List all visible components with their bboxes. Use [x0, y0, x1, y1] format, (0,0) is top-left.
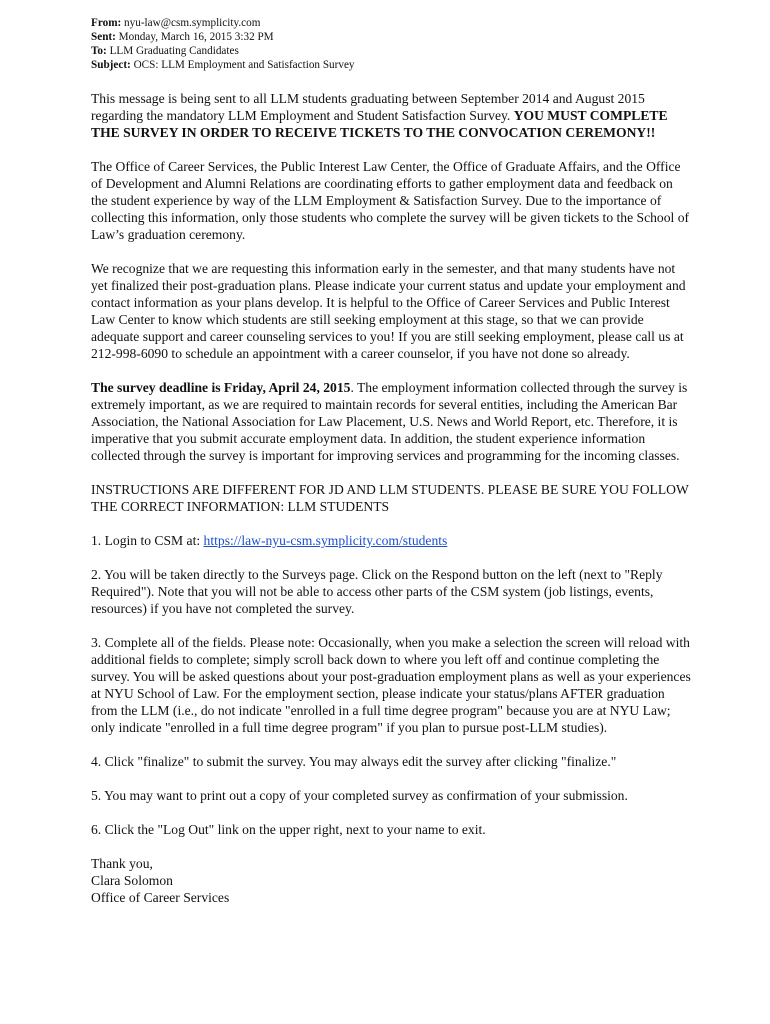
step-2: 2. You will be taken directly to the Surveys page. Click on the Respond button on the left (next to "Reply Required"). Note that you will not be able to access other parts of the CSM system (job listings, events, resources) if you have not completed the survey.: [91, 567, 663, 616]
deadline-paragraph: [91, 379, 691, 464]
csm-login-link[interactable]: https://law-nyu-csm.symplicity.com/students: [203, 533, 448, 548]
intro-paragraph: [91, 90, 691, 141]
subject-value: OCS: LLM Employment and Satisfaction Survey: [133, 59, 355, 71]
step-1-text: 1. Login to CSM at:: [91, 533, 204, 548]
step-6: 6. Click the "Log Out" link on the upper right, next to your name to exit.: [91, 822, 486, 837]
step-1: [91, 532, 691, 549]
sent-label: Sent:: [91, 31, 116, 43]
intro-emphasis: YOU MUST COMPLETE THE SURVEY IN ORDER TO RECEIVE TICKETS TO THE CONVOCATION CEREMONY!!: [91, 108, 668, 140]
deadline-rest: . The employment information collected through the survey is extremely important, as we are required to maintain records for several entities, including the American Bar Association, the National Association for Law Placement, U.S. News and World Report, etc. Therefore, it is imperative that you submit accurate employment data. In addition, the student experience information collected through the survey is important for improving services and programming for the incoming classes.: [91, 380, 688, 463]
from-label: From:: [91, 17, 122, 29]
from-line: [91, 16, 731, 30]
signoff: Thank you,: [91, 856, 153, 871]
status-paragraph: We recognize that we are requesting this information early in the semester, and that many students have not yet finalized their post-graduation plans. Please indicate your current status and update your employment and contact information as your plans develop. It is helpful to the Office of Career Services and Public Interest Law Center to know which students are still seeking employment at this stage, so that we can provide adequate support and career counseling services to you! If you are still seeking employment, please call us at 212-998-6090 to schedule an appointment with a career counselor, if you have not done so already.: [91, 261, 686, 361]
sent-value: Monday, March 16, 2015 3:32 PM: [118, 31, 274, 43]
subject-label: Subject:: [91, 59, 131, 71]
signer-name: Clara Solomon: [91, 873, 173, 888]
to-label: To:: [91, 45, 107, 57]
instructions-paragraph: INSTRUCTIONS ARE DIFFERENT FOR JD AND LLM STUDENTS. PLEASE BE SURE YOU FOLLOW THE CORRECT INFORMATION: LLM STUDENTS: [91, 482, 689, 514]
to-line: [91, 44, 731, 58]
coordination-paragraph: The Office of Career Services, the Public Interest Law Center, the Office of Graduate Affairs, and the Office of Development and Alumni Relations are coordinating efforts to gather employment data and feedback on the student experience by way of the LLM Employment & Satisfaction Survey. Due to the importance of collecting this information, only those students who complete the survey will be given tickets to the School of Law’s graduation ceremony.: [91, 159, 690, 242]
email-header: [91, 16, 731, 72]
to-value: LLM Graduating Candidates: [109, 45, 239, 57]
email-body: [91, 90, 691, 906]
step-3: 3. Complete all of the fields. Please note: Occasionally, when you make a selection the screen will reload with additional fields to complete; simply scroll back down to where you left off and continue completing the survey. You will be asked questions about your post-graduation employment plans as well as your experiences at NYU School of Law. For the employment section, please indicate your status/plans AFTER graduation from the LLM (i.e., do not indicate "enrolled in a full time degree program" because you are at NYU Law; only indicate "enrolled in a full time degree program" if you plan to pursue post-LLM studies).: [91, 635, 691, 735]
step-5: 5. You may want to print out a copy of your completed survey as confirmation of your submission.: [91, 788, 628, 803]
subject-line: [91, 58, 731, 72]
step-4: 4. Click "finalize" to submit the survey. You may always edit the survey after clicking "finalize.": [91, 754, 617, 769]
sent-line: [91, 30, 731, 44]
deadline-emphasis: The survey deadline is Friday, April 24, 2015: [91, 380, 351, 395]
signer-office: Office of Career Services: [91, 890, 230, 905]
from-value: nyu-law@csm.symplicity.com: [124, 17, 261, 29]
intro-text: This message is being sent to all LLM students graduating between September 2014 and August 2015 regarding the mandatory LLM Employment and Student Satisfaction Survey.: [91, 91, 645, 123]
